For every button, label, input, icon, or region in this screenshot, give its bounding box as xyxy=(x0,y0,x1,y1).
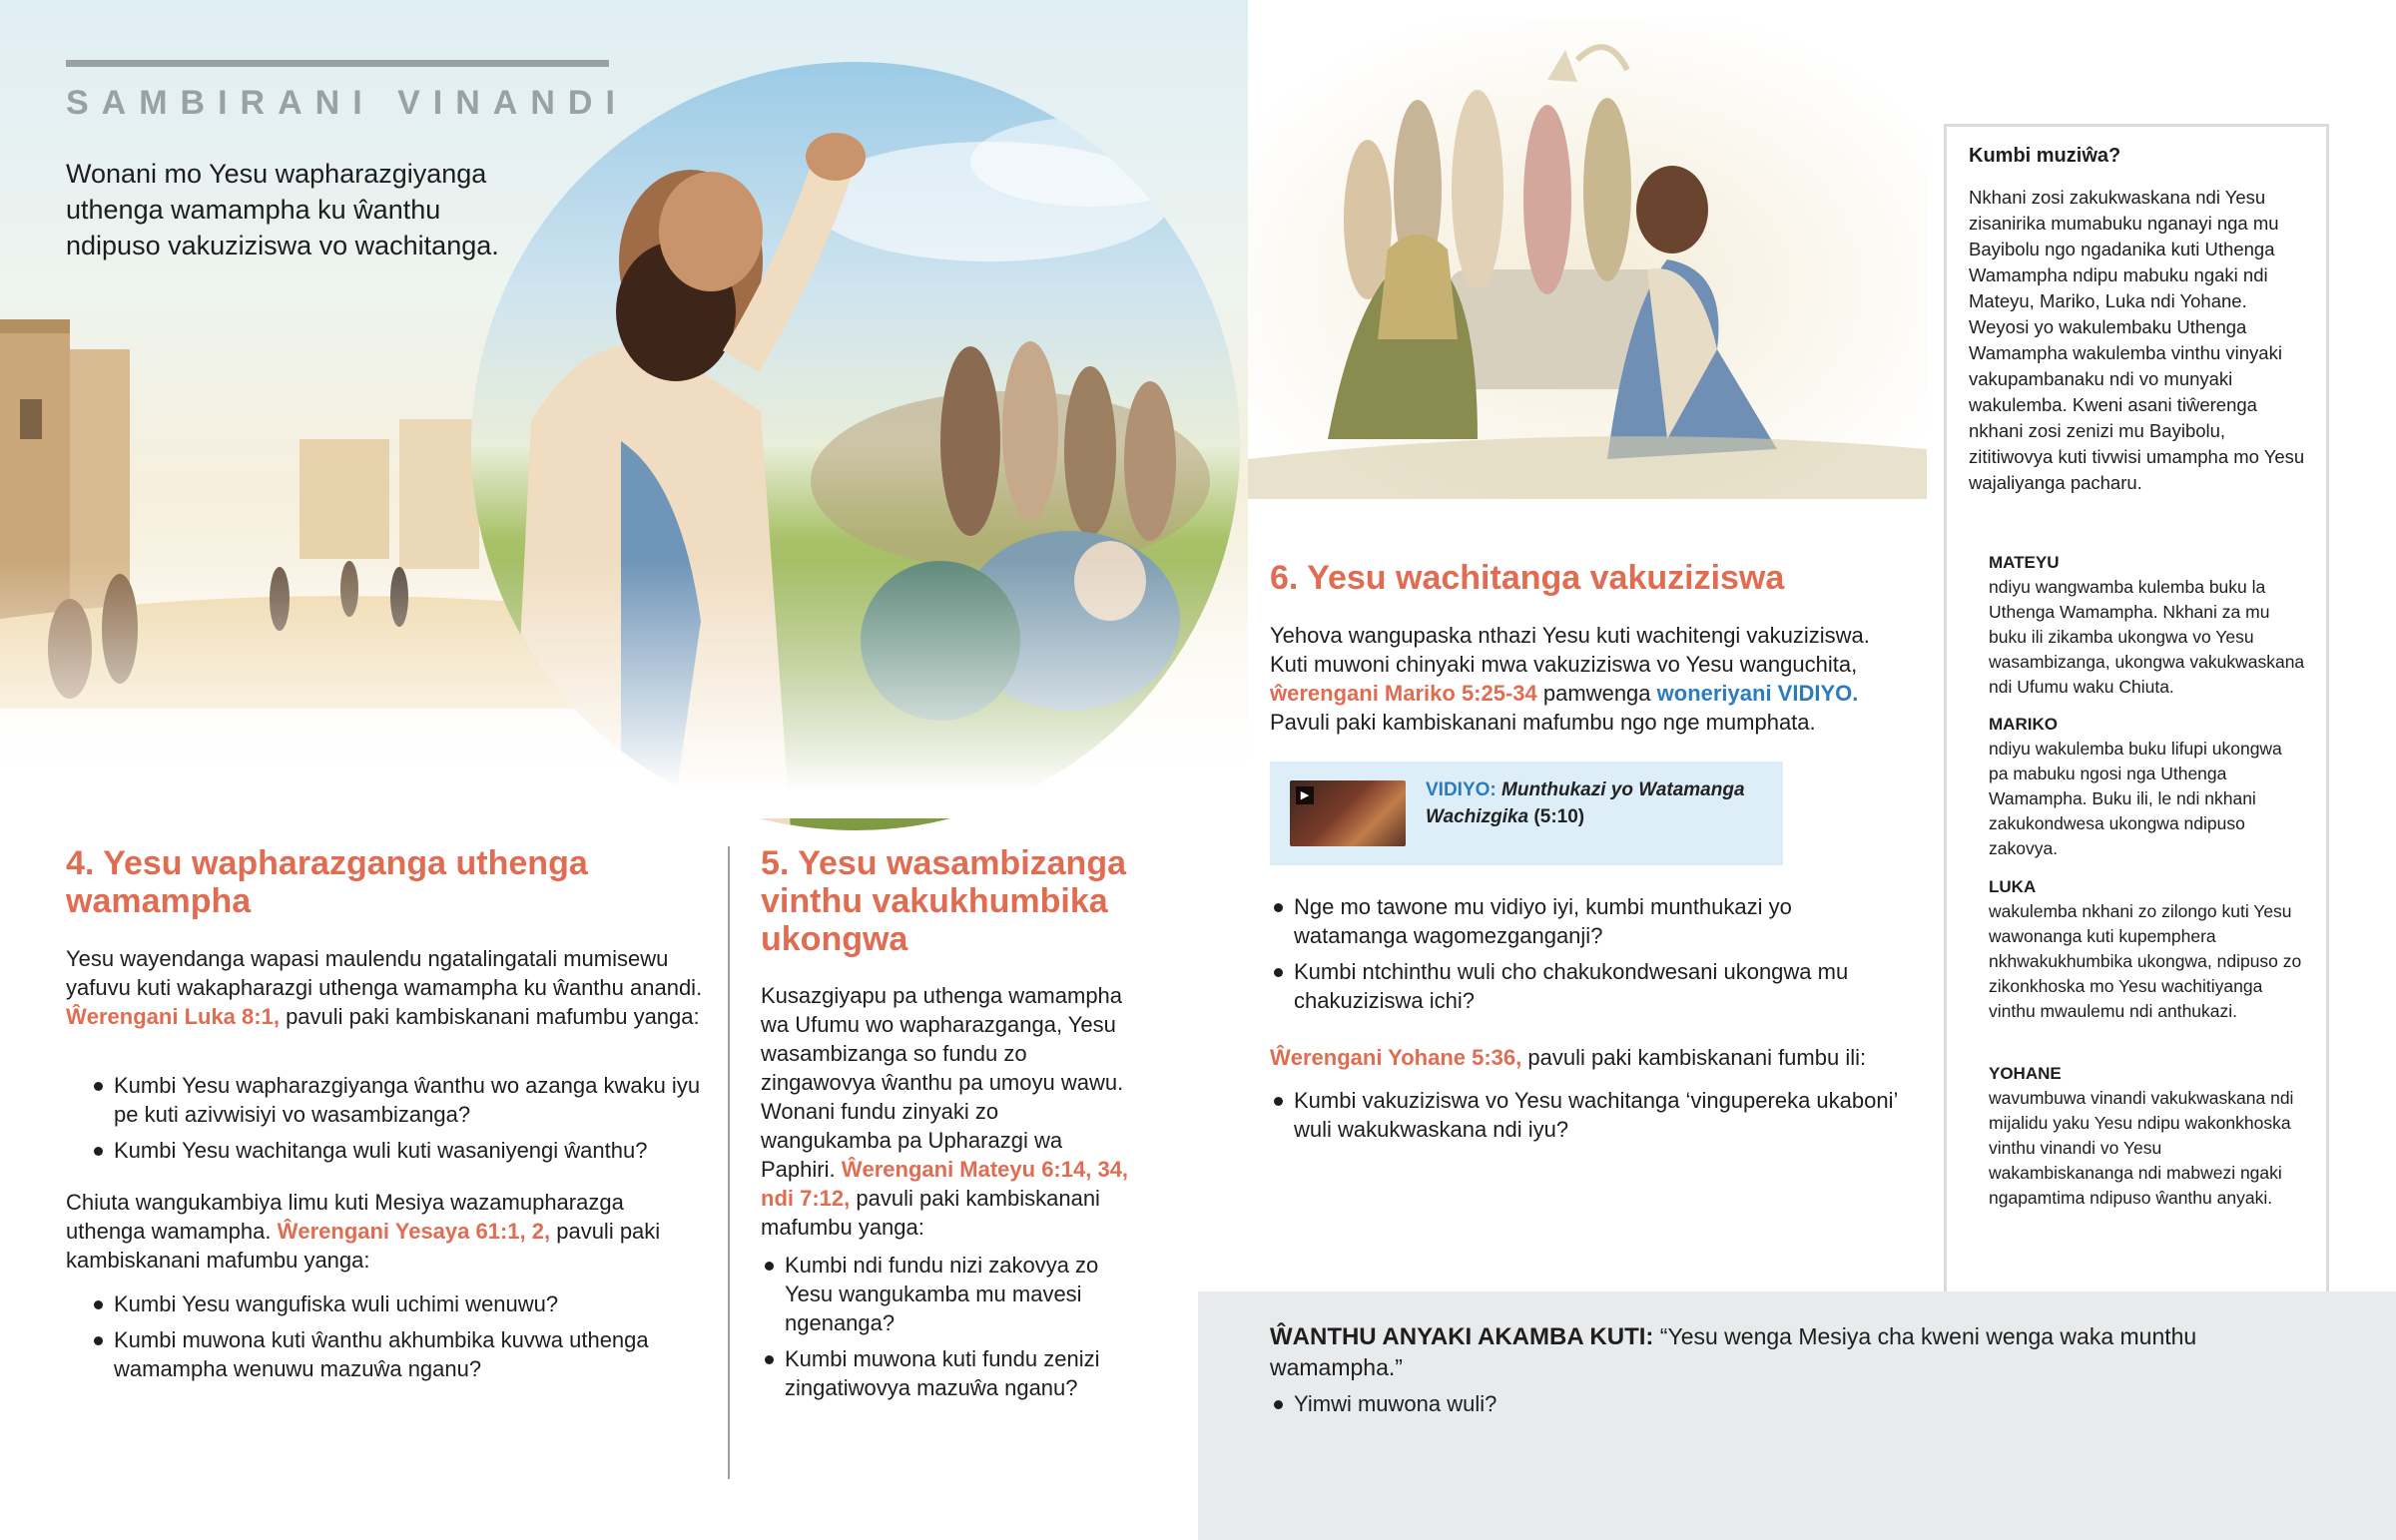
paragraph-text: pamwenga xyxy=(1536,681,1657,706)
video-link[interactable]: woneriyani VIDIYO. xyxy=(1656,681,1859,706)
video-title: Munthukazi yo Watamanga Wachizgika xyxy=(1426,779,1745,827)
section-5-title: 5. Yesu wasambizanga vinthu vakukhumbika ukongwa xyxy=(761,844,1126,958)
scripture-reference: ŵerengani Mariko 5:25-34 xyxy=(1270,681,1537,706)
sidebar-item-luka xyxy=(1989,875,2306,1024)
quote-lead: ŴANTHU ANYAKI AKAMBA KUTI: xyxy=(1270,1323,1654,1350)
sidebar-title: Kumbi muziŵa? xyxy=(1969,145,2121,167)
paragraph-text: pavuli paki kambiskanani mafumbu yanga: xyxy=(279,1004,700,1029)
sidebar-item-name: YOHANE xyxy=(1989,1064,2062,1083)
question-item: Kumbi Yesu wapharazgiyanga ŵanthu wo azanga kwaku iyu pe kuti azivwisiyi vo wasambizanga? xyxy=(66,1071,705,1129)
paragraph-text: pavuli paki kambiskanani fumbu ili: xyxy=(1521,1045,1867,1070)
section-kicker: SAMBIRANI VINANDI xyxy=(66,84,628,122)
paragraph-text: Chiuta wangukambiya limu kuti Mesiya wazamupharazga uthenga wamampha. xyxy=(66,1190,624,1244)
section-4-title: 4. Yesu wapharazganga uthenga wamampha xyxy=(66,844,588,920)
paragraph-text: pavuli paki kambiskanani mafumbu yanga: xyxy=(66,1219,661,1273)
question-item: Kumbi muwona kuti fundu zenizi zingatiwovya mazuŵa nganu? xyxy=(737,1344,1136,1402)
sidebar-item-desc: ndiyu wangwamba kulemba buku la Uthenga Wamampha. Nkhani za mu buku ili zikamba ukongwa vo Yesu wasambizanga, ukongwa vakukwaskana ndi Ufumu waku Chiuta. xyxy=(1989,577,2305,697)
paragraph-text: pavuli paki kambiskanani mafumbu yanga: xyxy=(761,1186,1100,1240)
sidebar-item-desc: wakulemba nkhani zo zilongo kuti Yesu wawonanga kuti kupemphera nkhwakukhumbika ukongwa, ndipuso zo zikonkhoska mo Yesu wachitiyanga vinthu mwaulemu ndi anthukazi. xyxy=(1989,901,2302,1021)
quote xyxy=(1270,1321,2228,1383)
question-item: Kumbi Yesu wachitanga wuli kuti wasaniyengi ŵanthu? xyxy=(66,1136,705,1165)
question-item: Kumbi vakuziziswa vo Yesu wachitanga ‘vingupereka ukaboni’ wuli wakukwaskana ndi iyu? xyxy=(1246,1086,1905,1144)
scripture-reference: Ŵerengani Mateyu 6:14, 34, ndi 7:12, xyxy=(761,1157,1129,1211)
section-6-title: 6. Yesu wachitanga vakuziziswa xyxy=(1270,559,1785,597)
question-item: Kumbi ndi fundu nizi zakovya zo Yesu wangukamba mu mavesi ngenanga? xyxy=(737,1251,1136,1337)
column-divider xyxy=(728,846,730,1479)
sidebar-item-name: MARIKO xyxy=(1989,715,2058,734)
video-duration: (5:10) xyxy=(1533,806,1585,827)
sidebar-item-mariko xyxy=(1989,713,2306,861)
did-you-know-sidebar xyxy=(1944,124,2329,1294)
question-item: Kumbi muwona kuti ŵanthu akhumbika kuvwa uthenga wamampha wenuwu mazuŵa nganu? xyxy=(66,1325,705,1383)
header-rule xyxy=(66,60,609,67)
section-6-questions-2 xyxy=(1246,1086,1905,1151)
section-6-paragraph-2 xyxy=(1270,1043,1929,1072)
paragraph-text: Pavuli paki kambiskanani mafumbu ngo nge mumphata. xyxy=(1270,710,1816,735)
paragraph-text: Kusazgiyapu pa uthenga wamampha wa Ufumu wo wapharazganga, Yesu wasambizanga so fundu zo zingawovya ŵanthu pa umoyu wawu. Wonani fundu zinyaki zo wangukamba pa Upharazgi wa Paphiri. xyxy=(761,983,1124,1182)
section-4-questions-1 xyxy=(66,1071,705,1172)
section-4-questions-2 xyxy=(66,1289,705,1390)
sidebar-item-mateyu xyxy=(1989,551,2306,700)
video-caption xyxy=(1426,776,1765,830)
section-4-paragraph-1 xyxy=(66,944,705,1031)
sidebar-item-name: LUKA xyxy=(1989,877,2037,896)
section-5-paragraph xyxy=(761,981,1130,1242)
sidebar-item-desc: wavumbuwa vinandi vakukwaskana ndi mijalidu yaku Yesu ndipu wakonkhoska vinthu vinandi vo Yesu wakambiskananga ndi mabwezi ngaki ngapamtima ndipuso ŵanthu anyaki. xyxy=(1989,1088,2294,1208)
video-label: VIDIYO: xyxy=(1426,779,1497,800)
sidebar-item-name: MATEYU xyxy=(1989,553,2060,572)
question-item: Kumbi ntchinthu wuli cho chakukondwesani ukongwa mu chakuziziswa ichi? xyxy=(1246,957,1905,1015)
section-5-questions xyxy=(737,1251,1136,1409)
play-icon[interactable]: ▶ xyxy=(1296,786,1314,804)
scripture-reference: Ŵerengani Yesaya 61:1, 2, xyxy=(277,1219,551,1244)
bottom-questions xyxy=(1246,1389,2144,1425)
paragraph-text: Yesu wayendanga wapasi maulendu ngatalingatali mumisewu yafuvu kuti wakapharazgi uthenga wamampha ku ŵanthu anandi. xyxy=(66,946,703,1000)
question-item: Nge mo tawone mu vidiyo iyi, kumbi munthukazi yo watamanga wagomezganganji? xyxy=(1246,892,1905,950)
sidebar-item-yohane xyxy=(1989,1062,2306,1211)
some-people-say-box xyxy=(1198,1291,2396,1540)
section-6-paragraph-1 xyxy=(1270,621,1909,737)
healing-woman-illustration xyxy=(1248,20,1927,499)
sidebar-item-desc: ndiyu wakulemba buku lifupi ukongwa pa mabuku ngosi nga Uthenga Wamampha. Buku ili, le ndi nkhani zakukondwesa ukongwa ndipuso zakovya. xyxy=(1989,739,2282,858)
question-item: Yimwi muwona wuli? xyxy=(1246,1389,2144,1418)
section-4-paragraph-2 xyxy=(66,1188,705,1275)
quote-text: “Yesu wenga Mesiya cha kweni wenga waka munthu wamampha.” xyxy=(1270,1323,2197,1380)
video-card[interactable] xyxy=(1270,762,1783,865)
paragraph-text: Yehova wangupaska nthazi Yesu kuti wachitengi vakuziziswa. Kuti muwoni chinyaki mwa vakuziziswa vo Yesu wanguchita, xyxy=(1270,623,1870,677)
question-item: Kumbi Yesu wangufiska wuli uchimi wenuwu? xyxy=(66,1289,705,1318)
intro-text: Wonani mo Yesu wapharazgiyanga uthenga wamampha ku ŵanthu ndipuso vakuziziswa vo wachitanga. xyxy=(66,159,499,260)
video-thumbnail[interactable] xyxy=(1290,780,1406,846)
section-6-questions-1 xyxy=(1246,892,1905,1022)
scripture-reference: Ŵerengani Luka 8:1, xyxy=(66,1004,280,1029)
illustration-fade xyxy=(0,559,1248,818)
scripture-reference: Ŵerengani Yohane 5:36, xyxy=(1270,1045,1522,1070)
sidebar-intro: Nkhani zosi zakukwaskana ndi Yesu zisanirika mumabuku nganayi nga mu Bayibolu ngo ngadanika kuti Uthenga Wamampha ndipu mabuku ngaki ndi Mateyu, Mariko, Luka ndi Yohane. Weyosi yo wakulembaku Uthenga Wamampha wakulemba vinthu vinyaki vakupambanaku ndi vo munyaki wakulemba. Kweni asani tiŵerenga nkhani zosi zenizi mu Bayibolu, zititiwovya kuti tivwisi umampha mo Yesu wajaliyanga pacharu. xyxy=(1969,187,2305,493)
